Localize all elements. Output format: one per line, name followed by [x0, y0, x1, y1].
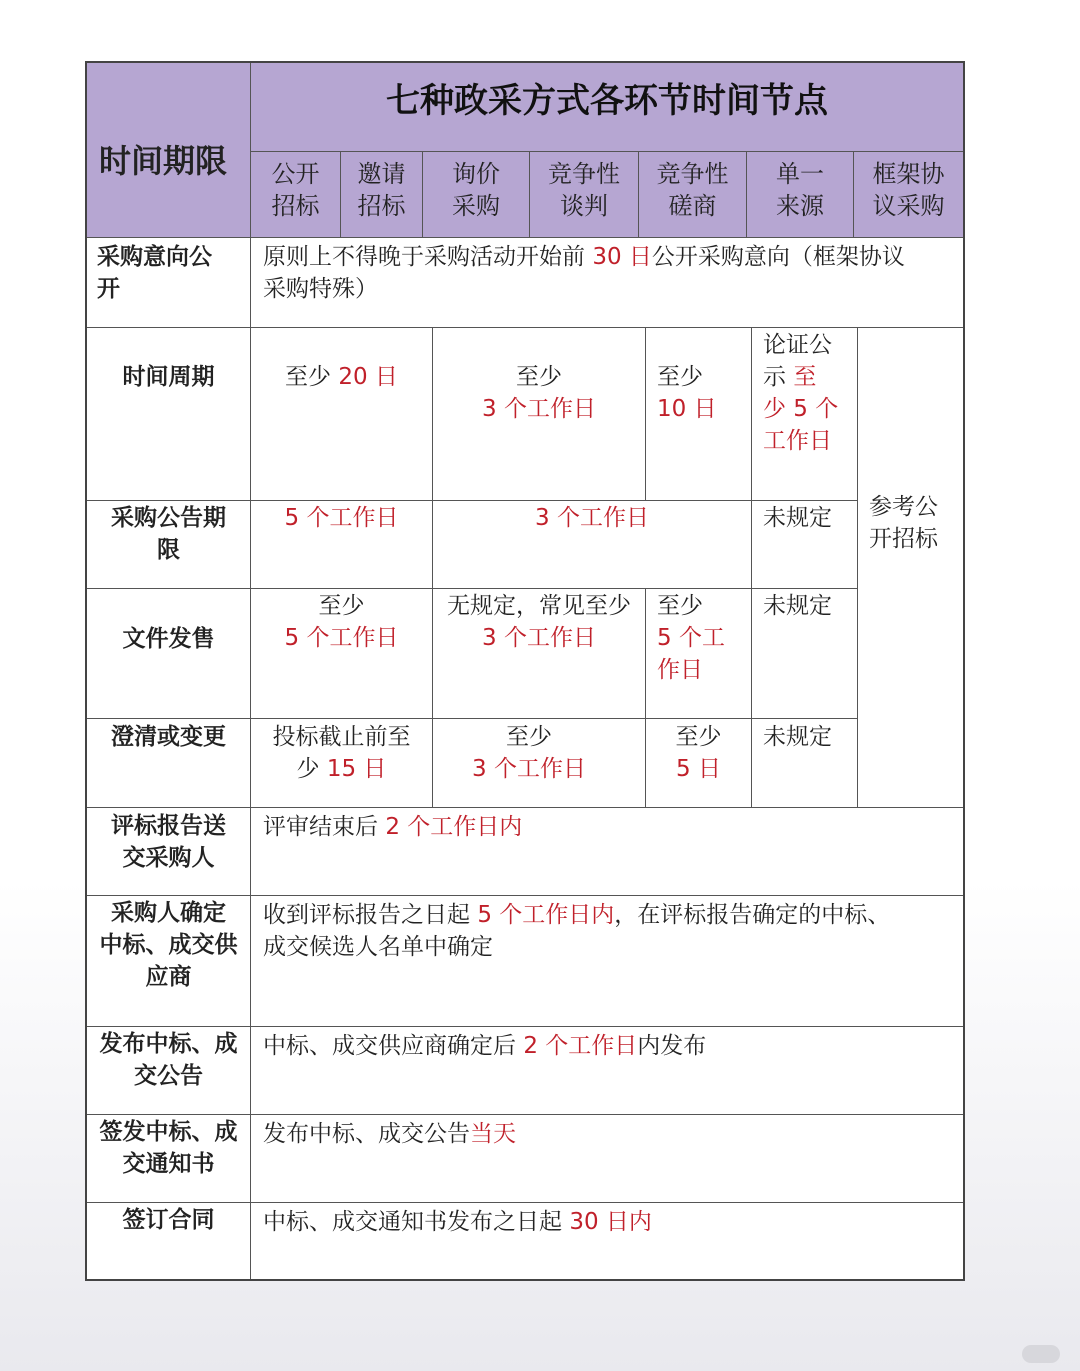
clarify-cell-4: [751, 718, 858, 808]
highlight-text: 2 个工作日内: [385, 814, 523, 840]
notice-cell-2: [432, 500, 752, 589]
docs-cell-2: [432, 588, 646, 719]
row-label-text: 采购意向公: [97, 244, 212, 270]
row-label-text: 文件发售: [122, 626, 215, 652]
method-label: 邀请: [357, 160, 406, 188]
row-label-docs: [86, 588, 251, 719]
cell-text: 未规定: [763, 593, 832, 619]
cell-text: 中标、成交供应商确定后: [263, 1033, 524, 1059]
row-label-clarify: [86, 718, 251, 808]
highlight-text: 3 个工作日: [482, 396, 596, 422]
highlight-text: 30 日: [592, 244, 652, 270]
cell-text: 公开采购意向（框架协议: [651, 244, 905, 270]
cell-text: 参考公: [869, 494, 938, 520]
notice-cell-1: [250, 500, 433, 589]
highlight-text: 当天: [470, 1121, 516, 1147]
cell-text: 论证公: [763, 332, 832, 358]
highlight-text: 20 日: [338, 364, 398, 390]
cycle-cell-3: [645, 327, 752, 501]
row-label-text: 交通知书: [122, 1151, 215, 1177]
cycle-cell-2: [432, 327, 646, 501]
cell-text: 至少: [675, 724, 722, 750]
row-label-text: 澄清或变更: [111, 724, 226, 750]
cell-text: 投标截止前至: [272, 724, 411, 750]
highlight-text: 5 个工作日内: [477, 902, 615, 928]
highlight-text: 5 日: [676, 756, 721, 782]
highlight-text: 3 个工作日: [482, 625, 596, 651]
cell-text: 原则上不得晚于采购活动开始前: [263, 244, 593, 270]
row-label-text: 采购公告期: [111, 505, 226, 531]
docs-cell-3: [645, 588, 752, 719]
row-label-text: 发布中标、成: [99, 1031, 238, 1057]
row-label-text: 交公告: [134, 1063, 203, 1089]
method-label: 询价: [452, 160, 500, 188]
notice-cell-3: [751, 500, 858, 589]
row-label-text: 应商: [145, 964, 192, 990]
method-label: 招标: [271, 192, 320, 220]
row-label-text: 评标报告送: [111, 813, 226, 839]
cell-text: 中标、成交通知书发布之日起: [263, 1209, 570, 1235]
method-header-single-source: [746, 151, 854, 238]
cell-text: 示: [763, 364, 794, 390]
cycle-cell-4: [751, 327, 858, 501]
highlight-text: 至: [793, 364, 817, 390]
cell-text: 少: [296, 756, 327, 782]
corner-header: [86, 62, 251, 238]
highlight-text: 2 个工作日: [523, 1033, 638, 1059]
intent-cell: [250, 237, 964, 328]
cell-text: 成交候选人名单中确定: [263, 934, 493, 960]
cell-text: 至少: [318, 593, 365, 619]
row-label-notice: [86, 500, 251, 589]
row-label-text: 中标、成交供: [99, 932, 238, 958]
method-label: 磋商: [668, 192, 717, 220]
cell-text: 发布中标、成交公告: [263, 1121, 470, 1147]
table-title: 七种政采方式各环节时间节点: [386, 81, 828, 121]
highlight-text: 5 个工: [657, 625, 725, 651]
cell-text: 无规定，常见至少: [447, 593, 631, 619]
clarify-cell-1: [250, 718, 433, 808]
highlight-text: 30 日内: [569, 1209, 652, 1235]
row-label-publish: [86, 1026, 251, 1115]
row-label-text: 交采购人: [122, 845, 215, 871]
cell-text: ，在评标报告确定的中标、: [614, 902, 891, 928]
cell-text: 至少: [506, 724, 552, 750]
table-title-cell: [250, 62, 964, 152]
method-header-invited-tender: [340, 151, 423, 238]
cell-text: 未规定: [763, 505, 832, 531]
method-label: 框架协: [872, 160, 945, 188]
cycle-cell-1: [250, 327, 433, 501]
method-label: 来源: [776, 192, 824, 220]
report-cell: [250, 807, 964, 896]
method-header-framework-agreement: [853, 151, 964, 238]
docs-cell-1: [250, 588, 433, 719]
row-label-intent: [86, 237, 251, 328]
row-label-cycle: [86, 327, 251, 501]
docs-cell-4: [751, 588, 858, 719]
cell-text: 至少: [657, 593, 703, 619]
row-label-text: 限: [157, 537, 180, 563]
row-label-text: 签发中标、成: [99, 1119, 238, 1145]
publish-cell: [250, 1026, 964, 1115]
highlight-text: 工作日: [763, 428, 832, 454]
method-header-competitive-negotiation: [529, 151, 639, 238]
cell-text: 至少: [657, 364, 703, 390]
highlight-text: 3 个工作日: [535, 505, 649, 531]
method-label: 单一: [776, 160, 824, 188]
row-label-text: 时间周期: [122, 364, 215, 390]
row-label-text: 签订合同: [122, 1207, 215, 1233]
row-label-text: 采购人确定: [111, 900, 226, 926]
method-header-public-tender: [250, 151, 341, 238]
row-label-confirm: [86, 895, 251, 1027]
method-label: 竞争性: [548, 160, 620, 188]
issue-cell: [250, 1114, 964, 1203]
clarify-cell-2: [432, 718, 646, 808]
cell-text: 开招标: [869, 526, 938, 552]
method-label: 竞争性: [656, 160, 729, 188]
method-label: 公开: [271, 160, 320, 188]
highlight-text: 作日: [657, 657, 703, 683]
confirm-cell: [250, 895, 964, 1027]
highlight-text: 3 个工作日: [472, 756, 586, 782]
highlight-text: 少 5 个: [763, 396, 839, 422]
cell-text: 评审结束后: [263, 814, 386, 840]
watermark-badge: [1022, 1345, 1060, 1363]
method-header-inquiry: [422, 151, 530, 238]
clarify-cell-3: [645, 718, 752, 808]
row-label-report: [86, 807, 251, 896]
reference-cell: [857, 327, 964, 808]
highlight-text: 10 日: [657, 396, 717, 422]
cell-text: 收到评标报告之日起: [263, 902, 478, 928]
highlight-text: 15 日: [326, 756, 387, 782]
highlight-text: 5 个工作日: [284, 625, 399, 651]
cell-text: 采购特殊）: [263, 276, 378, 302]
method-label: 议采购: [872, 192, 945, 220]
row-label-contract: [86, 1202, 251, 1280]
method-label: 采购: [452, 192, 500, 220]
row-label-text: 开: [97, 276, 120, 302]
method-label: 谈判: [560, 192, 608, 220]
cell-text: 至少: [516, 364, 562, 390]
corner-label: 时间期限: [99, 142, 228, 180]
cell-text: 未规定: [763, 724, 832, 750]
method-header-competitive-consultation: [638, 151, 747, 238]
cell-text: 至少: [285, 364, 339, 390]
method-label: 招标: [357, 192, 406, 220]
cell-text: 内发布: [637, 1033, 707, 1059]
highlight-text: 5 个工作日: [284, 505, 399, 531]
contract-cell: [250, 1202, 964, 1280]
row-label-issue: [86, 1114, 251, 1203]
